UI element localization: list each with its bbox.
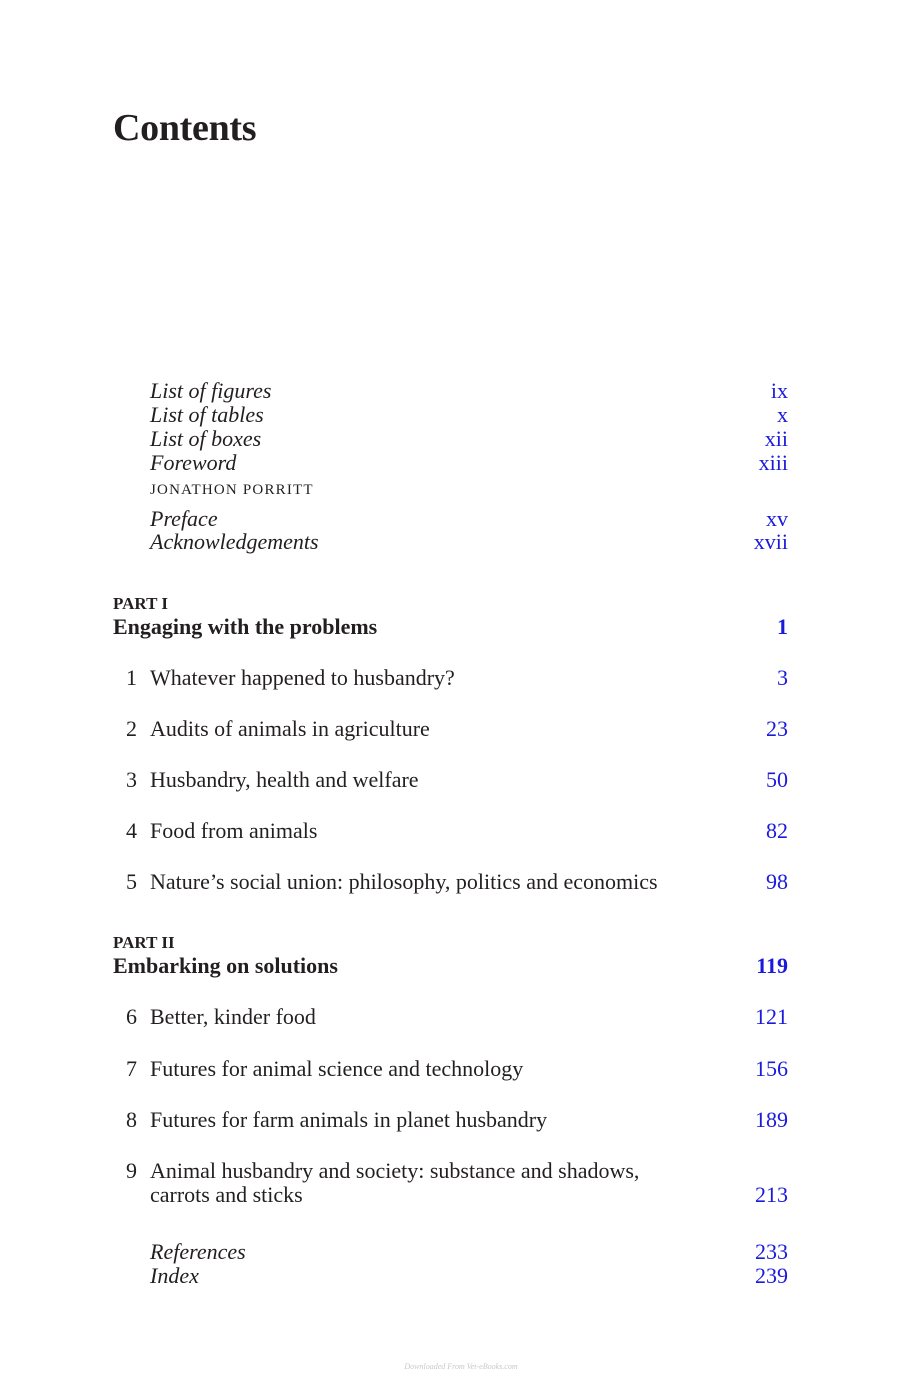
toc-chapter[interactable] [113, 768, 788, 792]
toc-chapter[interactable] [113, 1005, 788, 1029]
chapter-number: 4 [126, 818, 137, 843]
toc-chapter[interactable] [113, 1108, 788, 1132]
toc-entry-preface[interactable] [113, 507, 788, 531]
toc-page-link[interactable]: 1 [777, 614, 788, 639]
chapter-title: Futures for farm animals in planet husbandry [150, 1107, 548, 1132]
part-title: Engaging with the problems [113, 614, 378, 639]
chapter-title: Audits of animals in agriculture [150, 716, 430, 741]
toc-page-link[interactable]: xiii [758, 450, 788, 475]
chapter-number: 3 [126, 767, 137, 792]
chapter-title: Futures for animal science and technology [150, 1056, 524, 1081]
toc-page-link[interactable]: 50 [766, 767, 788, 792]
foreword-author: JONATHON PORRITT [150, 482, 314, 498]
chapter-title: Nature’s social union: philosophy, politics and economics [150, 869, 658, 894]
chapter-number: 8 [126, 1107, 137, 1132]
toc-page-link[interactable]: 239 [755, 1263, 788, 1288]
toc-entry-foreword[interactable] [113, 451, 788, 475]
chapter-number: 6 [126, 1004, 137, 1029]
toc-page-link[interactable]: 119 [756, 953, 788, 978]
toc-chapter[interactable] [113, 1057, 788, 1081]
part-title: Embarking on solutions [113, 953, 338, 978]
chapter-number: 9 [126, 1158, 137, 1183]
toc-page-link[interactable]: 3 [777, 665, 788, 690]
toc-page-link[interactable]: 82 [766, 818, 788, 843]
page-title: Contents [113, 107, 257, 149]
toc-page-link[interactable]: xvii [753, 529, 788, 554]
toc-entry-list-of-tables[interactable] [113, 403, 788, 427]
part-label: PART II [113, 933, 175, 952]
toc-chapter[interactable] [113, 870, 788, 894]
chapter-number: 1 [126, 665, 137, 690]
toc-entry-title: Preface [150, 506, 218, 531]
toc-page-link[interactable]: 121 [755, 1004, 788, 1029]
toc-part-heading[interactable] [113, 615, 788, 639]
toc-page-link[interactable]: 156 [755, 1056, 788, 1081]
toc-page-link[interactable]: 189 [755, 1107, 788, 1132]
part-label: PART I [113, 594, 168, 613]
toc-entry-title: Acknowledgements [150, 529, 319, 554]
toc-entry-title: Foreword [150, 450, 237, 475]
toc-entry-index[interactable] [113, 1264, 788, 1288]
toc-entry-title: Index [150, 1263, 199, 1288]
chapter-title: Whatever happened to husbandry? [150, 665, 455, 690]
toc-part-heading[interactable] [113, 954, 788, 978]
toc-page-link[interactable]: 213 [755, 1182, 788, 1207]
toc-entry-list-of-boxes[interactable] [113, 427, 788, 451]
toc-page-link[interactable]: x [777, 402, 788, 427]
toc-chapter[interactable] [113, 717, 788, 741]
chapter-number: 7 [126, 1056, 137, 1081]
chapter-title: Food from animals [150, 818, 318, 843]
toc-chapter[interactable] [113, 666, 788, 690]
toc-entry-title: List of figures [150, 378, 272, 403]
toc-page-link[interactable]: 98 [766, 869, 788, 894]
chapter-title: Better, kinder food [150, 1004, 316, 1029]
toc-entry-acknowledgements[interactable] [113, 530, 788, 554]
download-watermark: Downloaded From Vet-eBooks.com [404, 1362, 518, 1371]
chapter-number: 2 [126, 716, 137, 741]
toc-entry-list-of-figures[interactable] [113, 379, 788, 403]
chapter-title-line-2: carrots and sticks [150, 1182, 303, 1207]
toc-page-link[interactable]: 23 [766, 716, 788, 741]
chapter-title: Husbandry, health and welfare [150, 767, 419, 792]
toc-page-link[interactable]: ix [770, 378, 788, 403]
chapter-title-line-1: Animal husbandry and society: substance and shadows, [150, 1158, 640, 1183]
chapter-number: 5 [126, 869, 137, 894]
toc-page-link[interactable]: xii [764, 426, 788, 451]
toc-entry-references[interactable] [113, 1240, 788, 1264]
toc-chapter[interactable] [113, 819, 788, 843]
toc-entry-title: List of boxes [150, 426, 262, 451]
toc-entry-title: List of tables [150, 402, 264, 427]
toc-page-link[interactable]: 233 [755, 1239, 788, 1264]
toc-page-link[interactable]: xv [766, 506, 788, 531]
toc-entry-title: References [150, 1239, 246, 1264]
toc-chapter[interactable] [113, 1159, 788, 1207]
